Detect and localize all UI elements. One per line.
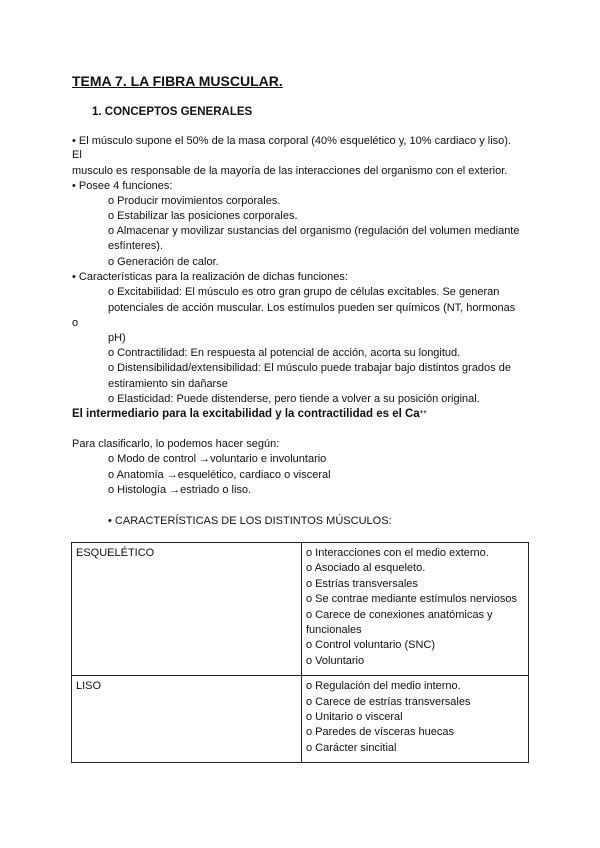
bold-statement (72, 407, 427, 421)
text-line: o (72, 317, 79, 329)
table-heading: • CARACTERÍSTICAS DE LOS DISTINTOS MÚSCULOS: (108, 515, 392, 527)
text-line: Para clasificarlo, lo podemos hacer según: (72, 438, 280, 450)
list-item: o Distensibilidad/extensibilidad: El músculo puede trabajar bajo distintos grados de (108, 362, 511, 374)
cell-list-item: o Asociado al esqueleto. (306, 562, 426, 575)
list-item: o Almacenar y movilizar sustancias del organismo (regulación del volumen mediante (108, 225, 520, 237)
list-item: o Contractilidad: En respuesta al potencial de acción, acorta su longitud. (108, 347, 461, 359)
table-cell-label: LISO (72, 676, 302, 763)
list-item: o Elasticidad: Puede distenderse, pero tiende a volver a su posición original. (108, 393, 480, 405)
cell-list-item: o Paredes de vísceras huecas (306, 726, 454, 739)
table-row (72, 543, 529, 676)
list-item: o Modo de control →voluntario e involuntario (108, 453, 327, 465)
text-line: musculo es responsable de la mayoría de las interacciones del organismo con el exterior. (72, 165, 508, 177)
table-cell-label: ESQUELÉTICO (72, 543, 302, 676)
cell-list-item: o Interacciones con el medio externo. (306, 547, 489, 559)
muscle-characteristics-table (71, 542, 529, 763)
text-line: El (72, 149, 82, 161)
bold-statement-text: El intermediario para la excitabilidad y la contractilidad es el Ca (72, 408, 420, 420)
list-item: o Generación de calor. (108, 256, 219, 268)
cell-list-item: o Carece de estrías transversales (306, 695, 471, 708)
section-heading: 1. CONCEPTOS GENERALES (92, 106, 253, 118)
text-line: • Características para la realización de dichas funciones: (72, 271, 348, 283)
cell-list-item: o Estrías transversales (306, 577, 418, 590)
document-title: TEMA 7. LA FIBRA MUSCULAR. (72, 73, 283, 89)
cell-list-item: o Unitario o visceral (306, 711, 403, 724)
table-cell-list (302, 543, 529, 676)
list-item-continuation: pH) (108, 332, 126, 344)
list-item: o Estabilizar las posiciones corporales. (108, 210, 298, 222)
list-item: o Anatomía →esquelético, cardiaco o visceral (108, 469, 331, 481)
cell-list-item: o Carece de conexiones anatómicas y (306, 608, 493, 621)
list-item-continuation: estiramiento sin dañarse (108, 378, 228, 390)
list-item: o Histología →estriado o liso. (108, 484, 252, 496)
cell-list-item: funcionales (306, 624, 362, 637)
table-cell-list (302, 676, 529, 763)
cell-list-item: o Se contrae mediante estímulos nerviosos (306, 593, 517, 606)
list-item: o Producir movimientos corporales. (108, 195, 281, 207)
cell-list-item: o Regulación del medio interno. (306, 680, 461, 693)
list-item: o Excitabilidad: El músculo es otro gran grupo de células excitables. Se generan (108, 286, 500, 298)
cell-list-item: o Voluntario (306, 654, 365, 667)
list-item-continuation: potenciales de acción muscular. Los estímulos pueden ser químicos (NT, hormonas (108, 302, 516, 314)
table-row (72, 676, 529, 763)
list-item-continuation: esfínteres). (108, 240, 164, 252)
text-line: • Posee 4 funciones: (72, 180, 173, 192)
text-line: • El músculo supone el 50% de la masa corporal (40% esquelético y, 10% cardiaco y liso). (72, 135, 511, 147)
cell-list-item: o Control voluntario (SNC) (306, 639, 435, 652)
cell-list-item: o Carácter sincitial (306, 741, 397, 754)
superscript: ++ (419, 410, 427, 416)
